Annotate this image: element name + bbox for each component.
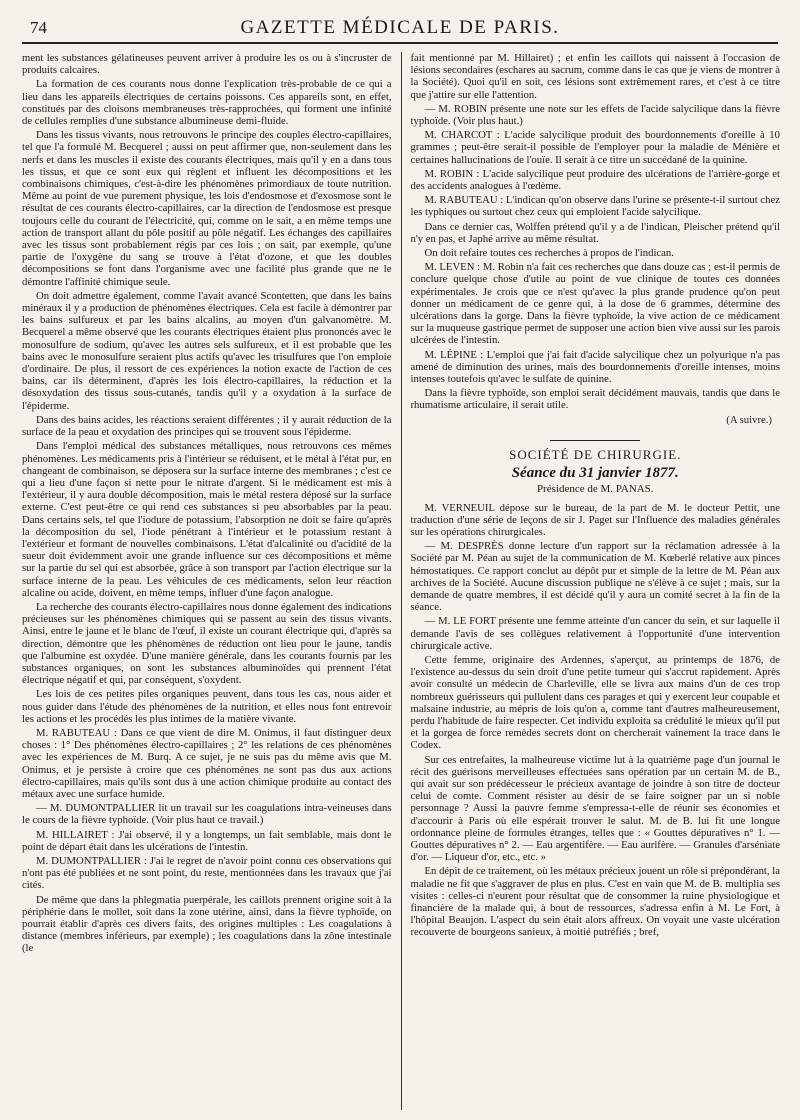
paragraph: Cette femme, originaire des Ardennes, s'aperçut, au printemps de 1876, de l'existence au-dessus du sein droit d'une petite tumeur qui s'accrut rapidement. Après avoir consulté un médecin de Charleville, elle se livra aux mains d'un de ces trop nombreux guérisseurs qui pullulent dans ces parages et qui y exercent leur coupable et malsaine industrie, au mépris de lois qu'on a, comme tant d'autres malheureusement, perdu l'habitude de faire respecter. Cet individu exploita sa crédulité le mieux qu'il put et la gorgea de force remèdes secrets dont on chercherait vainement la trace dans le Codex. — [410, 653, 780, 752]
paragraph: M. VERNEUIL dépose sur le bureau, de la part de M. le docteur Pettit, une traduction d'une série de leçons de sir J. Paget sur l'Influence des maladies générales sur les opérations chirurgicales. — [410, 501, 780, 538]
paragraph: Sur ces entrefaites, la malheureuse victime lut à la quatrième page d'un journal le récit des guérisons merveilleuses effectuées sans opération par un certain M. de B., qui avait sur son prédécesseur le précieux avantage de joindre à son titre de docteur celui de comte. Comment résister au désir de se faire soigner par un si noble personnage ? Aussi la pauvre femme s'empressa-t-elle de réunir ses économies et d'accourir à Paris où elle espérait trouver le salut. M. de B. lui fit une longue ordonnance pleine de formules étranges, telles que : « Gouttes dépuratives n° 1. — Gouttes dépuratives n° 2. — Eau argentifère. — Eau aurifère. — Granules d'arséniate d'or. — Liqueur d'or, etc., etc. » — [410, 753, 780, 864]
paragraph: — M. LE FORT présente une femme atteinte d'un cancer du sein, et sur laquelle il demande l'avis de ses collègues relativement à l'opportunité d'une intervention chirurgicale active. — [410, 615, 780, 652]
text-columns — [22, 52, 780, 1110]
paragraph: M. CHARCOT : L'acide salycilique produit des bourdonnements d'oreille à 10 grammes ; peut-être serait-il possible de l'employer pour la maladie de Ménière et certaines hallucinations de l'ouïe. Il serait à ce titre un succédané de la quinine. — [410, 129, 780, 166]
paragraph: M. HILLAIRET : J'ai observé, il y a longtemps, un fait semblable, mais dont le point de départ était dans les ulcérations de l'intestin. — [22, 828, 392, 853]
paragraph: — M. DESPRÈS donne lecture d'un rapport sur la réclamation adressée à la Société par M. Péan au sujet de la communication de M. Kœberlé relative aux pinces hémostatiques. Ce rapport conclut au dépôt pur et simple de la lettre de M. Péan aux archives de la Société. Aucune discussion publique ne s'élève à ce sujet ; mais, sur la demande de quatre membres, il est décidé qu'il y aura un comité secret à la fin de la séance. — [410, 540, 780, 614]
paragraph: On doit refaire toutes ces recherches à propos de l'indican. — [424, 247, 674, 260]
paragraph: La formation de ces courants nous donne l'explication très-probable de ce qui a lieu dans les appareils électriques de certains poissons. Ces appareils sont, en effet, constitués par des cloisons membraneuses très-rapprochées, qui forment une infinité de cellules remplies d'une substance albumineuse demi-fluide. — [22, 78, 392, 128]
paragraph: fait mentionné par M. Hillairet) ; et enfin les caillots qui naissent à l'occasion de lésions secondaires (eschares au sacrum, comme dans le cas que je viens de montrer à la Société). Quoi qu'il en soit, ces lésions sont extrêmement rares, et c'est à ce titre que j'attire sur elle l'attention. — [410, 52, 780, 101]
paragraph: M. RABUTEAU : L'indican qu'on observe dans l'urine se présente-t-il surtout chez les typhiques ou surtout chez ceux qui emploient l'acide salycilique. — [410, 194, 780, 219]
paragraph: — M. DUMONTPALLIER lit un travail sur les coagulations intra-veineuses dans le cours de la fièvre typhoïde. (Voir plus haut ce travail.) — [22, 802, 392, 827]
paragraph: — M. ROBIN présente une note sur les effets de l'acide salycilique dans la fièvre typhoïde. (Voir plus haut.) — [410, 102, 780, 128]
paragraph: Dans l'emploi médical des substances métalliques, nous retrouvons ces mêmes phénomènes. Les médicaments pris à l'intérieur se réduisent, et le métal à l'état pur, en changeant de combinaison, se déposera sur la surface interne des membranes ; c'est ce qui a lieu d'une façon si nette pour le nitrate d'argent. Si le médicament est mis à l'extérieur, il y aura double décomposition, mais le métal restera déposé sur la surface externe. C'est peut-être ce qui rend ces substances si peu absorbables par la peau. Dans certains sels, tel que l'iodure de potassium, l'absorption ne doit se faire qu'après la décomposition du sel, l'iode pénétrant à l'intérieur et le potassium restant à l'extérieur et formant de nouvelles combinaisons. L'état d'alcalinité ou d'acidité de la sueur doit évidemment avoir une grande influence sur ces décompositions et même sur la partie du sel qui est absorbée, grâce à son transport par l'action électrique sur la surface interne de la peau. Les véhicules de ces médicaments, selon leur réaction alcaline ou acide, doivent, en même temps, influer d'une façon analogue. — [22, 440, 392, 599]
paragraph: M. LEVEN : M. Robin n'a fait ces recherches que dans douze cas ; est-il permis de conclure quelque chose d'utile au point de vue clinique de toutes ces données expérimentales. Je crois que ce n'est qu'avec la plus grande prudence qu'on peut donner un médicament de ce genre qui, à la dose de 6 grammes, détermine des ulcérations dans la gorge. Dans la fièvre typhoïde, la vive action de ce médicament sur la muqueuse gastrique permet de supposer une action bien vive aussi sur les parois ulcérées de l'intestin. — [410, 261, 780, 347]
session-heading: Séance du 31 janvier 1877. — [511, 465, 679, 482]
paragraph: Dans les tissus vivants, nous retrouvons le principe des couples électro-capillaires, tel que l'a formulé M. Becquerel ; aussi on peut affirmer que, non-seulement dans les nerfs et dans les muscles il existe des courants électriques, mais qu'il y en a dans tous les tissus, et que ce sont eux qui règlent et influent les décompositions et les combinaisons chimiques, c'est-à-dire les phénomènes primordiaux de toute nutrition. Même au point de vue purement physique, les lois d'endosmose et d'exosmose sont le résultat de ces courants électro-capillaires, car la direction de l'endosmose est presque toujours celle du courant de l'électricité, qui, comme on le sait, a en même temps une action de transport allant du pôle positif au pôle négatif. Les échanges des capillaires avec les tissus sont probablement régis par ces lois ; on sait, par exemple, qu'une partie de l'oxygène du sang se trouve à l'état d'ozone, et que les doubles décompositions se font dans l'organisme avec une facilité plus grande que ne le démontre l'affinité chimique seule. — [22, 129, 392, 288]
paragraph: Dans la fièvre typhoïde, son emploi serait décidément mauvais, tandis que dans le rhumatisme articulaire, il serait utile. — [410, 387, 780, 412]
journal-title: GAZETTE MÉDICALE DE PARIS. — [240, 17, 560, 38]
paragraph: Dans des bains acides, les réactions seraient différentes ; il y aurait réduction de la surface de la peau et oxydation des principes qui se trouvent sous l'épiderme. — [22, 413, 392, 439]
paragraph: En dépit de ce traitement, où les métaux précieux jouent un rôle si prépondérant, la maladie ne fit que s'aggraver de plus en plus. C'est en vain que M. de B. multiplia ses visites : celles-ci n'eurent pour résultat que de consommer la ruine physiologique et financière de la malade qui, à bout de ressources, s'adressa enfin à M. Le Fort, à l'hôpital Beaujon. L'aspect du sein était alors affreux. On voyait une vaste ulcération recouverte de bourgeons sanieux, à moitié putréfiés ; bref, — [410, 865, 780, 939]
page-header — [22, 12, 778, 44]
section-divider — [550, 440, 640, 441]
paragraph: Les lois de ces petites piles organiques peuvent, dans tous les cas, nous aider et nous guider dans l'étude des phénomènes de la nutrition, et elles nous font entrevoir les actions et les procédés les plus intimes de la matière vivante. — [22, 688, 392, 725]
paragraph: M. ROBIN : L'acide salycilique peut produire des ulcérations de l'arrière-gorge et des accidents analogues à l'œdème. — [410, 167, 780, 193]
paragraph: M. DUMONTPALLIER : J'ai le regret de n'avoir point connu ces observations qui n'ont pas été publiées et ne sont point, du reste, mentionnées dans les travaux que j'ai cités. — [22, 855, 392, 892]
presidence-line: Présidence de M. PANAS. — [536, 483, 654, 496]
continuation-note: (A suivre.) — [726, 413, 772, 426]
right-column — [402, 52, 781, 1110]
paragraph: La recherche des courants électro-capillaires nous donne également des indications précieuses sur les phénomènes chimiques qui se passent au sein des tissus vivants. Ainsi, entre le jaune et le blanc de l'œuf, il existe un courant électrique qui, d'après sa direction, démontre que les phénomènes de réduction ont lieu pour le jaune, tandis que l'albumine est oxydée. D'une manière générale, dans les courants fournis par les substances organiques, on sont les substances albuminoïdes qui prennent l'état électrique négatif et qui, par conséquent, s'oxydent. — [22, 600, 392, 687]
society-name: SOCIÉTÉ DE CHIRURGIE. — [509, 446, 682, 462]
paragraph: M. LÉPINE : L'emploi que j'ai fait d'acide salycilique chez un polyurique n'a pas amené de diminution des urines, mais des bourdonnements d'oreille intenses, moins intenses toutefois qu'avec le sulfate de quinine. — [410, 348, 780, 386]
paragraph: M. RABUTEAU : Dans ce que vient de dire M. Onimus, il faut distinguer deux choses : 1° Des phénomènes électro-capillaires ; 2° les relations de ces phénomènes avec les expériences de M. Burq. A ce sujet, je ne suis pas du même avis que M. Onimus, et je persiste à croire que ces phénomènes ne sont pas dus aux actions électro-capillaires, mais qu'ils sont dus à une action chimique produite au contact des métaux avec une surface humide. — [22, 726, 392, 800]
page-number: 74 — [30, 18, 47, 37]
paragraph: De même que dans la phlegmatia puerpérale, les caillots prennent origine soit à la périphérie dans le mollet, soit dans la zone utérine, ainsi, dans la fièvre typhoïde, on pourrait établir d'après ces divers faits, des origines multiples : Les coagulations à distance (membres inférieurs, par exemple) ; les coagulations dans la zône intestinale (le — [22, 893, 392, 955]
paragraph: Dans ce dernier cas, Wolffen prétend qu'il y a de l'indican, Pleischer prétend qu'il n'y en pas, et Japhé arrive au même résultat. — [410, 220, 780, 245]
paragraph: On doit admettre également, comme l'avait avancé Scontetten, que dans les bains minéraux il y a production de phénomènes électriques. Cela est facile à démontrer par les bains sulfureux et par les bains alcalins, au moyen d'un galvanomètre. M. Becquerel a même observé que les courants électriques étaient plus prononcés avec le monosulfure de sodium, qu'avec les autres sels sulfureux, et il est probable que les bains avec le monosulfure seraient plus actifs qu'avec les trisulfures que l'on emploie d'ordinaire. De plus, il ressort de ces expériences la notion exacte de l'action de ces bains, car ils déterminent, d'après les lois électro-capillaires, la réduction et la désoxydation des tissus sous-cutanés, tandis qu'il y a oxydation à la surface de l'épiderme. — [22, 289, 392, 412]
left-column — [22, 52, 402, 1110]
paragraph: ment les substances gélatineuses peuvent arriver à produire les os ou à s'incruster de produits calcaires. — [22, 52, 392, 77]
